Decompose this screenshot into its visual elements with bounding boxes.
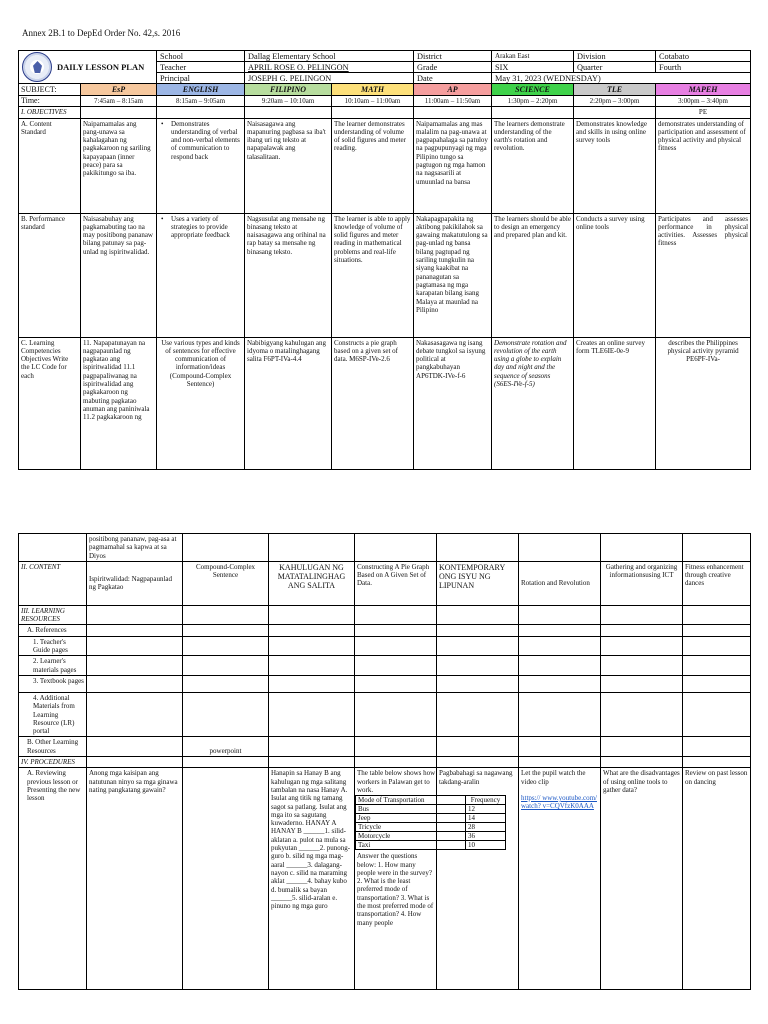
learning-competencies-tle: Creates an online survey form TLE6IE-0e-9 [574,337,656,469]
quarter-value: Fourth [656,62,751,73]
subject-mapeh: MAPEH [656,84,751,96]
other-resources-label: B. Other Learning Resources [19,737,87,757]
table-row: Jeep 14 [356,814,506,823]
time-ap: 11:00am – 11:50am [414,96,492,107]
table-row: Taxi 10 [356,841,506,850]
content-mapeh: Fitness enhancement through creative dances [683,561,751,605]
learning-competencies-mapeh: describes the Philippines physical activity pyramid PE6PF-IVa- [656,337,751,469]
content-filipino: KAHULUGAN NG MATATALINGHAG ANG SALITA [269,561,355,605]
time-science: 1:30pm – 2:20pm [492,96,574,107]
district-value: Arakan East [492,51,574,62]
time-english: 8:15am – 9:05am [157,96,245,107]
learning-competencies-math: Constructs a pie graph based on a given set of data. M6SP-IVe-2.6 [332,337,414,469]
objectives-heading: I. OBJECTIVES [19,107,81,118]
division-label: Division [574,51,656,62]
subject-math: MATH [332,84,414,96]
youtube-link[interactable]: https:// www.youtube.com/ watch? v=CQVfzK0AAA [521,793,597,811]
subject-tle: TLE [574,84,656,96]
school-value: Dallag Elementary School [245,51,414,62]
textbook-label: 3. Textbook pages [19,675,87,692]
bullet-icon: • [161,119,164,128]
learning-resources-heading: III. LEARNING RESOURCES [19,605,87,625]
time-esp: 7:45am – 8:15am [81,96,157,107]
time-label: Time: [19,96,81,107]
content-standard-english: • Demonstrates understanding of verbal and non-verbal elements of communication to respond back [157,118,245,213]
deped-seal-icon [22,52,52,82]
procedures-heading: IV. PROCEDURES [19,757,87,768]
subject-science: SCIENCE [492,84,574,96]
math-questions: Answer the questions below: 1. How many people were in the survey? 2. What is the least preferred mode of transportation? 3. What is the most preferred mode of transportation? 4. How many people [357,852,434,927]
district-label: District [414,51,492,62]
performance-standard-science: The learners should be able to design an emergency and prepared plan and kit. [492,213,574,337]
content-esp: Ispiritwalidad: Nagpapaunlad ng Pagkatao [87,561,183,605]
learning-competencies-ap: Nakasasagawa ng isang debate tungkol sa isyung political at pangkabuhayan AP6TDK-IVe-f-6 [414,337,492,469]
learning-competencies-english: Use various types and kinds of sentences for effective communication of information/ideas (Compound-Complex Sentence) [157,337,245,469]
review-science [519,768,601,990]
reviewing-label: A. Reviewing previous lesson or Presenting the new lesson [19,768,87,990]
math-intro: The table below shows how workers in Palawan get to work. [357,769,436,794]
content-standard-label: A. Content Standard [19,118,81,213]
grade-value: SIX [492,62,574,73]
review-tle: What are the disadvantages of using online tools to gather data? [601,768,683,990]
date-label: Date [414,73,492,84]
learners-materials-label: 2. Learner's materials pages [19,656,87,676]
review-filipino: Hanapin sa Hanay B ang kahulugan ng mga salitang tambalan na nasa Hanay A. Isulat ang titik ng tamang sagot sa patlang. Isulat ang mga ito sa sagutang kuwaderno. HANAY A HANAY B ______1. silid-aklatan a. pulot na mula sa pukyutan ______2. punong-guro b. silid ng mga mag-aaral ______3. dalagang-nayon c. silid na maraming aklat ______4. bahay kubo d. bumalik sa bayan ______5. silid-aralan e. pinuno ng mga guro [269,768,355,990]
review-esp: Anong mga kaisipan ang natutunan ninyo sa mga ginawa nating pangkatang gawain? [87,768,183,990]
performance-standard-filipino: Nagsusulat ang mensahe ng binasang teksto at naisasagawa ang orihinal na rap batay sa mensahe ng binasang teksto. [245,213,332,337]
principal-label: Principal [157,73,245,84]
performance-standard-english: • Uses a variety of strategies to provide appropriate feedback [157,213,245,337]
dlp-title-cell [19,51,157,84]
content-math: Constructing A Pie Graph Based on A Given Set of Data. [355,561,437,605]
pe-label: PE [656,107,751,118]
performance-standard-mapeh: Participates and assesses performance in physical activities. Assesses physical fitness [656,213,751,337]
time-filipino: 9:20am – 10:10am [245,96,332,107]
table-row: Bus 12 [356,805,506,814]
review-ap: Pagbabahagi sa nagawang takdang-aralin [437,768,519,990]
content-science: Rotation and Revolution [519,561,601,605]
subject-english: ENGLISH [157,84,245,96]
table-row: Tricycle 28 [356,823,506,832]
content-standard-science: The learners demonstrate understanding of the earth's rotation and revolution. [492,118,574,213]
performance-standard-esp: Naisasabuhay ang pagkamabuting tao na may positibong pananaw bilang patunay sa pag-unlad ng ispiritwalidad. [81,213,157,337]
learning-competencies-filipino: Nabibigyang kahulugan ang idyoma o matalinghagang salita F6PT-IVa-4.4 [245,337,332,469]
teacher-value: APRIL ROSE O. PELINGON [245,62,414,73]
performance-standard-math: The learner is able to apply knowledge of volume of solid figures and meter reading in mathematical problems and real-life situations. [332,213,414,337]
additional-materials-label: 4. Additional Materials from Learning Resource (LR) portal [19,692,87,736]
learning-competencies-esp-cont: positibong pananaw, pag-asa at pagmamahal sa kapwa at sa Diyos [87,534,183,562]
content-english: Compound-Complex Sentence [183,561,269,605]
teacher-label: Teacher [157,62,245,73]
time-mapeh: 3:00pm – 3:40pm [656,96,751,107]
dlp-title: DAILY LESSON PLAN [57,61,145,72]
content-standard-tle: Demonstrates knowledge and skills in using online survey tools [574,118,656,213]
content-standard-esp: Naipamamalas ang pang-unawa sa kahalagahan ng pagkakaroon ng sariling kapayapaan (inner peace) para sa pakikitungo sa iba. [81,118,157,213]
content-heading: II. CONTENT [19,561,87,605]
subject-esp: EsP [81,84,157,96]
powerpoint-resource: powerpoint [183,737,269,757]
science-instruction: Let the pupil watch the video clip [521,769,586,786]
lesson-plan-page-1 [18,50,751,470]
performance-standard-ap: Nakapagpapakita ng aktibong pakikilahok sa gawaing makatutulong sa pag-unlad ng bansa bilang pagtupad ng sariling tungkulin na siyang kaakibat na pananagutan sa pagtamasa ng mga karapatan bilang isang Malaya at maunlad na Pilipino [414,213,492,337]
date-value: May 31, 2023 (WEDNESDAY) [492,73,751,84]
learning-competencies-science: Demonstrate rotation and revolution of the earth using a globe to explain day and night and the sequence of seasons (S6ES-IVe-f-5) [492,337,574,469]
content-standard-filipino: Naisasagawa ang mapanuring pagbasa sa iba't ibang uri ng teksto at napapalawak ang talasalitaan. [245,118,332,213]
subject-label: SUBJECT: [19,84,81,96]
learning-competencies-esp: 11. Napapatunayan na nagpapaunlad ng pagkatao ang ispiritwalidad 11.1 pagpapaliwanag na ispiritwalidad ang pagkakaroon ng mabuting pagkatao anuman ang paniniwala 11.2 pagkakaroon ng [81,337,157,469]
references-label: A. References [19,625,87,636]
school-label: School [157,51,245,62]
principal-value: JOSEPH G. PELINGON [245,73,414,84]
table-header-frequency: Frequency [466,796,506,805]
lesson-plan-page-2 [18,533,751,990]
grade-label: Grade [414,62,492,73]
content-standard-math: The learner demonstrates understanding of volume of solid figures and meter reading. [332,118,414,213]
division-value: Cotabato [656,51,751,62]
review-mapeh: Review on past lesson on dancing [683,768,751,990]
subject-filipino: FILIPINO [245,84,332,96]
table-header-mode: Mode of Transportation [356,796,466,805]
quarter-label: Quarter [574,62,656,73]
content-tle: Gathering and organizing informationsusing ICT [601,561,683,605]
teachers-guide-label: 1. Teacher's Guide pages [19,636,87,656]
table-row: Motorcycle 36 [356,832,506,841]
bullet-icon: • [161,214,164,223]
content-standard-ap: Naipamamalas ang mas malalim na pag-unawa at pagpapahalaga sa patuloy na pagpupunyagi ng mga Pilipino tungo sa pagtugon ng mga hamon na nagsasarili at umuunlad na bansa [414,118,492,213]
subject-ap: AP [414,84,492,96]
performance-standard-label: B. Performance standard [19,213,81,337]
content-ap: KONTEMPORARY ONG ISYU NG LIPUNAN [437,561,519,605]
time-math: 10:10am – 11:00am [332,96,414,107]
content-standard-mapeh: demonstrates understanding of participation and assessment of physical activity and physical fitness [656,118,751,213]
learning-competencies-label: C. Learning Competencies Objectives Write the LC Code for each [19,337,81,469]
annex-reference: Annex 2B.1 to DepEd Order No. 42,s. 2016 [22,28,181,38]
performance-standard-tle: Conducts a survey using online tools [574,213,656,337]
time-tle: 2:20pm – 3:00pm [574,96,656,107]
transportation-table [355,795,506,850]
